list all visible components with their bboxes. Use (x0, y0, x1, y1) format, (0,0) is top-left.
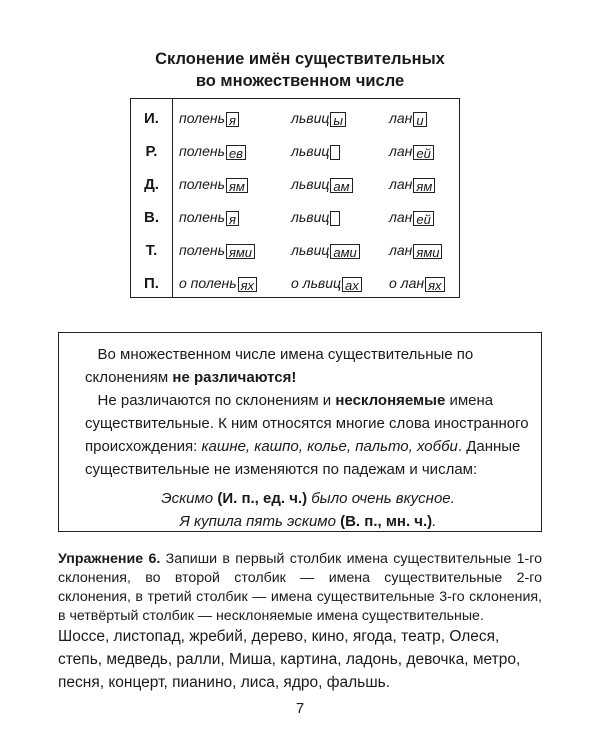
ending-box: ям (413, 178, 435, 193)
word-stem: полень (179, 176, 225, 193)
rule-p2-bold: несклоняемые (335, 392, 446, 409)
exercise-text: Запиши в первый столбик имена существительные 1-го склонения, во второй столбик — имена существительные 2-го склонения, в третий столбик — имена существительные 3-го склонения, в четвёртый столбик — несклоняемые имена существительные. (58, 551, 542, 624)
word-form-c3 (389, 242, 442, 259)
word-stem: полень (179, 143, 225, 160)
word-stem: львиц (291, 176, 330, 193)
ending-box: ями (413, 244, 442, 259)
word-form-c2 (291, 176, 353, 193)
ending-box: ями (226, 244, 255, 259)
word-form-c3 (389, 209, 434, 226)
table-row (131, 135, 459, 168)
example-sentence-2: Я купила пять эскимо (В. п., мн. ч.). (179, 513, 437, 530)
exercise-word-list: Шоссе, листопад, жребий, дерево, кино, ягода, театр, Олеся, степь, медведь, ралли, Миша, картина, ладонь, девочка, метро, песня, концерт, пианино, лиса, ядро, фальшь. (58, 628, 521, 691)
ending-box (330, 211, 340, 226)
word-stem: о полень (179, 275, 237, 292)
word-stem: полень (179, 209, 225, 226)
word-form-c1 (179, 242, 255, 259)
word-form-c3 (389, 275, 445, 292)
ending-box: и (413, 112, 426, 127)
ending-box: ах (342, 277, 362, 292)
declension-table (130, 98, 460, 298)
word-form-c2 (291, 110, 346, 127)
ending-box: ей (413, 145, 433, 160)
rule-text (85, 343, 531, 533)
word-stem: о львиц (291, 275, 342, 292)
rule-p2-text-a: Не различаются по склонениям и (97, 392, 336, 409)
ending-box: ы (330, 112, 346, 127)
word-form-c1 (179, 143, 246, 160)
exercise-instructions (58, 550, 542, 626)
ending-box: ам (330, 178, 352, 193)
table-row (131, 102, 459, 135)
ending-box: ей (413, 211, 433, 226)
word-stem: лан (389, 242, 413, 259)
word-stem: лан (389, 143, 413, 160)
ending-box: ами (330, 244, 359, 259)
word-stem: полень (179, 110, 225, 127)
case-label: Д. (144, 176, 159, 193)
word-stem: о лан (389, 275, 425, 292)
rule-p2-text-c: имена существительные. К ним относятся многие слова иностранного происхождения: (85, 392, 529, 455)
word-stem: львиц (291, 242, 330, 259)
word-form-c1 (179, 275, 257, 292)
section-title (0, 48, 600, 92)
word-stem: лан (389, 176, 413, 193)
case-label: Р. (145, 143, 158, 160)
word-form-c2 (291, 242, 360, 259)
word-form-c1 (179, 209, 239, 226)
table-row (131, 201, 459, 234)
example-sentence-1: Эскимо (И. п., ед. ч.) было очень вкусное. (161, 490, 455, 507)
case-label: П. (144, 275, 159, 292)
rule-box (58, 332, 542, 532)
rule-p2-text-e: . Данные существительные не изменяются по падежам и числам: (85, 438, 521, 478)
exercise-label: Упражнение 6. (58, 551, 161, 567)
word-stem: полень (179, 242, 225, 259)
word-stem: львиц (291, 143, 330, 160)
word-form-c3 (389, 176, 435, 193)
ending-box: ев (226, 145, 246, 160)
word-form-c2 (291, 275, 362, 292)
rule-p1-text: Во множественном числе имена существительные по склонениям (85, 346, 474, 386)
ending-box (330, 145, 340, 160)
rule-p2-examples: кашне, кашпо, колье, пальто, хобби (201, 438, 458, 455)
ending-box: ях (425, 277, 444, 292)
word-stem: львиц (291, 110, 330, 127)
ending-box: ям (226, 178, 248, 193)
section-title-line1: Склонение имён существительных (155, 50, 445, 68)
word-form-c2 (291, 143, 340, 160)
ending-box: я (226, 112, 239, 127)
word-stem: лан (389, 110, 413, 127)
table-row (131, 267, 459, 300)
case-label: Т. (145, 242, 158, 259)
rule-paragraph-2 (85, 389, 531, 481)
rule-paragraph-1 (85, 343, 531, 389)
word-stem: львиц (291, 209, 330, 226)
case-label: В. (144, 209, 159, 226)
word-form-c3 (389, 143, 434, 160)
word-form-c1 (179, 176, 248, 193)
word-form-c3 (389, 110, 427, 127)
case-label: И. (144, 110, 159, 127)
table-row (131, 168, 459, 201)
ending-box: ях (238, 277, 257, 292)
rule-p1-bold: не различаются! (172, 369, 297, 386)
table-row (131, 234, 459, 267)
page-number: 7 (295, 700, 305, 717)
word-stem: лан (389, 209, 413, 226)
word-form-c2 (291, 209, 340, 226)
ending-box: я (226, 211, 239, 226)
section-title-line2: во множественном числе (195, 72, 405, 90)
word-form-c1 (179, 110, 239, 127)
